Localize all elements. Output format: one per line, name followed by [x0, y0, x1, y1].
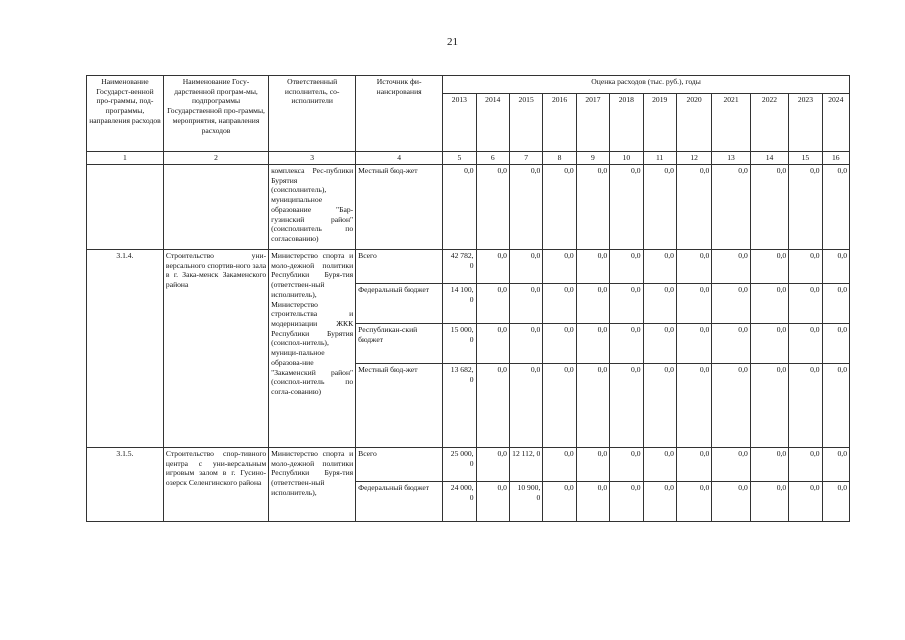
column-number: 9	[576, 152, 609, 165]
value-cell: 0,0	[822, 165, 849, 250]
value-cell: 0,0	[789, 324, 822, 364]
value-cell: 0,0	[789, 165, 822, 250]
value-cell: 0,0	[643, 364, 676, 448]
year-header: 2013	[443, 94, 476, 152]
column-number: 7	[509, 152, 542, 165]
program-cell	[87, 165, 164, 250]
value-cell: 0,0	[576, 448, 609, 482]
measure-3-1-4-name: Строительство уни-версального спортив-ного зала в г. Зака-менск Закаменского района	[163, 250, 268, 448]
year-header: 2024	[822, 94, 849, 152]
value-cell: 0,0	[643, 250, 676, 284]
value-cell: 0,0	[750, 250, 788, 284]
value-cell: 0,0	[509, 364, 542, 448]
year-header: 2020	[676, 94, 711, 152]
value-cell: 0,0	[676, 364, 711, 448]
column-number: 2	[163, 152, 268, 165]
value-cell: 0,0	[476, 250, 509, 284]
value-cell: 0,0	[610, 448, 643, 482]
table-row	[87, 250, 850, 284]
value-cell: 0,0	[509, 165, 542, 250]
value-cell: 0,0	[712, 324, 750, 364]
value-cell: 0,0	[789, 250, 822, 284]
value-cell: 0,0	[712, 448, 750, 482]
value-cell: 0,0	[712, 482, 750, 522]
column-number: 4	[356, 152, 443, 165]
header-measure: Наименование Госу-дарственной програм-мы, подпрограммы Государственной про-граммы, мероприятия, направления расходов	[163, 76, 268, 152]
value-cell: 0,0	[543, 482, 576, 522]
value-cell: 0,0	[543, 165, 576, 250]
expenditure-table	[86, 75, 850, 522]
value-cell: 0,0	[676, 165, 711, 250]
source-cell: Местный бюд-жет	[356, 364, 443, 448]
value-cell: 0,0	[676, 482, 711, 522]
value-cell: 0,0	[610, 482, 643, 522]
year-header: 2021	[712, 94, 750, 152]
value-cell: 0,0	[443, 165, 476, 250]
value-cell: 0,0	[750, 165, 788, 250]
value-cell: 0,0	[576, 284, 609, 324]
value-cell: 0,0	[789, 448, 822, 482]
value-cell: 0,0	[476, 448, 509, 482]
value-cell: 0,0	[822, 324, 849, 364]
value-cell: 0,0	[750, 482, 788, 522]
measure-3-1-5-executor: Министерство спорта и моло-дежной политики Республики Буря-тия (ответствен-ный исполнитель),	[269, 448, 356, 522]
year-header: 2017	[576, 94, 609, 152]
value-cell: 0,0	[676, 448, 711, 482]
column-number: 12	[676, 152, 711, 165]
value-cell: 0,0	[789, 284, 822, 324]
value-cell: 0,0	[712, 364, 750, 448]
value-cell: 0,0	[576, 250, 609, 284]
measure-3-1-5-code: 3.1.5.	[87, 448, 164, 522]
column-number: 14	[750, 152, 788, 165]
year-header: 2015	[509, 94, 542, 152]
value-cell: 12 112, 0	[509, 448, 542, 482]
value-cell: 0,0	[476, 364, 509, 448]
value-cell: 0,0	[476, 284, 509, 324]
column-number: 13	[712, 152, 750, 165]
measure-3-1-4-executor: Министерство спорта и моло-дежной политики Республики Буря-тия (ответствен-ный исполнитель), Министерство строительства и модернизации ЖКК Республики Бурятия (соиспол-нитель), муници-пальное образова-ние "Закаменский район" (соиспол-нитель по согла-сованию)	[269, 250, 356, 448]
year-header: 2018	[610, 94, 643, 152]
source-cell: Всего	[356, 250, 443, 284]
table-row	[87, 448, 850, 482]
value-cell: 0,0	[543, 284, 576, 324]
column-number: 16	[822, 152, 849, 165]
value-cell: 0,0	[476, 324, 509, 364]
value-cell: 0,0	[676, 324, 711, 364]
value-cell: 13 682, 0	[443, 364, 476, 448]
column-number: 1	[87, 152, 164, 165]
header-row	[87, 76, 850, 94]
value-cell: 0,0	[509, 250, 542, 284]
column-number: 3	[269, 152, 356, 165]
value-cell: 0,0	[576, 482, 609, 522]
value-cell: 0,0	[610, 250, 643, 284]
value-cell: 0,0	[610, 284, 643, 324]
year-header: 2023	[789, 94, 822, 152]
value-cell: 0,0	[610, 324, 643, 364]
year-header: 2014	[476, 94, 509, 152]
value-cell: 0,0	[676, 284, 711, 324]
value-cell: 0,0	[712, 284, 750, 324]
value-cell: 0,0	[822, 250, 849, 284]
column-number: 15	[789, 152, 822, 165]
value-cell: 0,0	[576, 324, 609, 364]
value-cell: 15 000, 0	[443, 324, 476, 364]
measure-3-1-5-name: Строительство спор-тивного центра с уни-версальным игровым залом в г. Гусино-озерск Селенгинского района	[163, 448, 268, 522]
column-number: 6	[476, 152, 509, 165]
value-cell: 0,0	[789, 364, 822, 448]
header-executor: Ответственный исполнитель, со-исполнители	[269, 76, 356, 152]
value-cell: 0,0	[476, 165, 509, 250]
value-cell: 0,0	[643, 448, 676, 482]
value-cell: 0,0	[822, 448, 849, 482]
value-cell: 0,0	[822, 284, 849, 324]
column-number: 10	[610, 152, 643, 165]
source-cell: Федеральный бюджет	[356, 284, 443, 324]
value-cell: 25 000, 0	[443, 448, 476, 482]
column-number: 11	[643, 152, 676, 165]
value-cell: 0,0	[509, 284, 542, 324]
value-cell: 0,0	[712, 250, 750, 284]
column-numbers-row	[87, 152, 850, 165]
page-number: 21	[447, 36, 458, 48]
source-cell: Федеральный бюджет	[356, 482, 443, 522]
value-cell: 10 900, 0	[509, 482, 542, 522]
value-cell: 0,0	[676, 250, 711, 284]
source-cell: Республикан-ский бюджет	[356, 324, 443, 364]
executor-cell: комплекса Рес-публики Бурятия (соисполнитель), муниципальное образование "Бар-гузинский район" (соисполнитель по согласованию)	[269, 165, 356, 250]
value-cell: 0,0	[509, 324, 542, 364]
value-cell: 0,0	[576, 364, 609, 448]
table-row	[87, 165, 850, 250]
value-cell: 0,0	[543, 364, 576, 448]
value-cell: 0,0	[576, 165, 609, 250]
value-cell: 0,0	[822, 364, 849, 448]
value-cell: 0,0	[750, 324, 788, 364]
value-cell: 0,0	[643, 284, 676, 324]
value-cell: 0,0	[712, 165, 750, 250]
year-header: 2022	[750, 94, 788, 152]
value-cell: 0,0	[610, 165, 643, 250]
value-cell: 14 100, 0	[443, 284, 476, 324]
value-cell: 0,0	[543, 324, 576, 364]
value-cell: 24 000, 0	[443, 482, 476, 522]
year-header: 2019	[643, 94, 676, 152]
value-cell: 0,0	[476, 482, 509, 522]
value-cell: 0,0	[750, 364, 788, 448]
value-cell: 0,0	[643, 324, 676, 364]
value-cell: 42 782, 0	[443, 250, 476, 284]
header-source: Источник фи-нансирования	[356, 76, 443, 152]
measure-cell	[163, 165, 268, 250]
value-cell: 0,0	[610, 364, 643, 448]
column-number: 8	[543, 152, 576, 165]
year-header: 2016	[543, 94, 576, 152]
value-cell: 0,0	[643, 165, 676, 250]
column-number: 5	[443, 152, 476, 165]
value-cell: 0,0	[643, 482, 676, 522]
value-cell: 0,0	[789, 482, 822, 522]
measure-3-1-4-code: 3.1.4.	[87, 250, 164, 448]
header-program: Наименование Государст-венной про-граммы, под-программы, направления расходов	[87, 76, 164, 152]
source-cell: Всего	[356, 448, 443, 482]
source-cell: Местный бюд-жет	[356, 165, 443, 250]
value-cell: 0,0	[543, 448, 576, 482]
value-cell: 0,0	[750, 284, 788, 324]
value-cell: 0,0	[750, 448, 788, 482]
value-cell: 0,0	[822, 482, 849, 522]
value-cell: 0,0	[543, 250, 576, 284]
header-expenses: Оценка расходов (тыс. руб.), годы	[443, 76, 850, 94]
